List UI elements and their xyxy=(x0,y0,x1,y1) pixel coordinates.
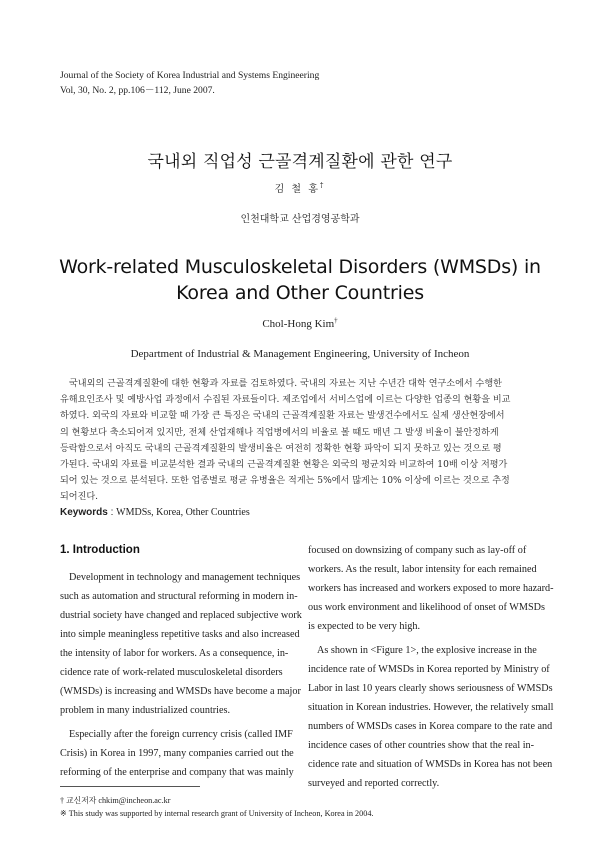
body-line: workers has increased and workers exposed to more hazard- xyxy=(308,583,554,594)
abstract xyxy=(60,376,540,506)
keywords-text: WMDSs, Korea, Other Countries xyxy=(116,507,250,518)
body-line: surveyed and reported correctly. xyxy=(308,778,440,789)
english-title xyxy=(0,254,600,306)
english-author-mark: † xyxy=(334,316,338,325)
abstract-line: 하였다. 외국의 자료와 비교할 때 가장 큰 특징은 국내의 근골격계질환 자료는 발생건수에서도 실제 생산현장에서 xyxy=(60,411,505,422)
abstract-line: 되어진다. xyxy=(60,492,99,503)
body-line: As shown in <Figure 1>, the explosive increase in the xyxy=(317,645,537,656)
body-line: the intensity of labor for workers. As a consequence, in- xyxy=(60,648,289,659)
footnote-support-text: This study was supported by internal research grant of University of Incheon, Korea in 2004. xyxy=(68,809,374,818)
english-author-name: Chol-Hong Kim xyxy=(262,318,335,330)
english-affiliation: Department of Industrial & Management Engineering, University of Incheon xyxy=(130,348,470,360)
section-heading-introduction: 1. Introduction xyxy=(60,544,140,556)
journal-volume: Vol, 30, No. 2, pp.106－112, June 2007. xyxy=(60,85,215,96)
abstract-line: 가된다. 국내외 자료를 비교분석한 결과 국내의 근골격계질환 현황은 외국의 평균치와 비교하여 10배 이상 저평가 xyxy=(60,460,508,471)
body-line: cidence rate and situation of WMSDs in Korea has not been xyxy=(308,759,553,770)
body-line: ous work environment and likelihood of onset of WMSDs xyxy=(308,602,545,613)
body-line: dustrial society have changed and replaced subjective work xyxy=(60,610,302,621)
english-title-line-1: Work-related Musculoskeletal Disorders (WMSDs) in xyxy=(59,256,541,278)
footnote-corresponding-label: 교신저자 xyxy=(66,796,97,805)
body-line: reforming of the enterprise and company that was mainly xyxy=(60,767,294,778)
footnote-reference-mark: ※ xyxy=(60,809,67,818)
footnote-support xyxy=(60,808,373,818)
abstract-line: 되어 있는 것으로 분석된다. 또한 업종별로 평균 유병율은 적게는 5%에서 많게는 10% 이상에 이르는 것으로 추정 xyxy=(60,476,510,487)
korean-title: 국내외 직업성 근골격계질환에 관한 연구 xyxy=(147,152,453,172)
body-line: incidence rate of WMSDs in Korea reported by Ministry of xyxy=(308,664,550,675)
body-line: into simple meaningless repetitive tasks and also increased xyxy=(60,629,300,640)
korean-author xyxy=(0,180,600,195)
keywords xyxy=(60,507,250,518)
footnote-email: chkim@incheon.ac.kr xyxy=(98,796,171,805)
keywords-separator: : xyxy=(107,507,117,518)
body-line: cidence rate of work-related musculoskeletal disorders xyxy=(60,667,283,678)
body-line: Labor in last 10 years clearly shows seriousness of WMSDs xyxy=(308,683,553,694)
body-line: such as automation and structural reforming in modern in- xyxy=(60,591,298,602)
abstract-line: 의 현황보다 축소되어져 있지만, 전체 산업재해나 직업병에서의 비율로 볼 때도 매년 그 발생 비율이 불안정하게 xyxy=(60,427,499,438)
korean-affiliation: 인천대학교 산업경영공학과 xyxy=(240,214,360,225)
journal-header xyxy=(60,68,540,98)
korean-author-mark: † xyxy=(319,181,326,190)
body-line: Development in technology and management techniques xyxy=(69,572,301,583)
english-author xyxy=(0,318,600,330)
abstract-line: 국내외의 근골격계질환에 대한 현황과 자료를 검토하였다. 국내의 자료는 지난 수년간 대학 연구소에서 수행한 xyxy=(69,379,502,389)
abstract-line: 유해요인조사 및 예방사업 과정에서 수집된 자료들이다. 제조업에서 서비스업에 이르는 다양한 업종의 현황을 비교 xyxy=(60,395,511,406)
footnote-rule xyxy=(60,786,200,787)
footnote-dagger-mark: † xyxy=(60,796,65,805)
footnote-corresponding xyxy=(60,795,170,806)
body-line: problem in many industrialized countries. xyxy=(60,705,231,716)
body-line: workers. As the result, labor intensity for each remained xyxy=(308,564,537,575)
body-line: situation in Korean industries. However, the relatively small xyxy=(308,702,554,713)
body-line: Especially after the foreign currency crisis (called IMF xyxy=(69,729,293,740)
body-line: numbers of WMSDs cases in Korea compare to the rate and xyxy=(308,721,553,732)
body-line: is expected to be very high. xyxy=(308,621,421,632)
korean-author-name: 김 철 홍 xyxy=(274,184,320,195)
abstract-line: 등락함으로서 아직도 국내의 근골격계질환의 발생비율은 여전히 정확한 현황 파악이 되지 못하고 있는 것으로 평 xyxy=(60,443,502,454)
body-line: Crisis) in Korea in 1997, many companies carried out the xyxy=(60,748,294,759)
english-title-line-2: Korea and Other Countries xyxy=(176,282,424,304)
body-line: focused on downsizing of company such as lay-off of xyxy=(308,545,527,556)
keywords-label: Keywords xyxy=(60,507,108,518)
body-line: incidence cases of other countries show that the real in- xyxy=(308,740,535,751)
body-line: (WMSDs) is increasing and WMSDs have become a major xyxy=(60,686,301,697)
journal-name: Journal of the Society of Korea Industrial and Systems Engineering xyxy=(60,70,320,81)
